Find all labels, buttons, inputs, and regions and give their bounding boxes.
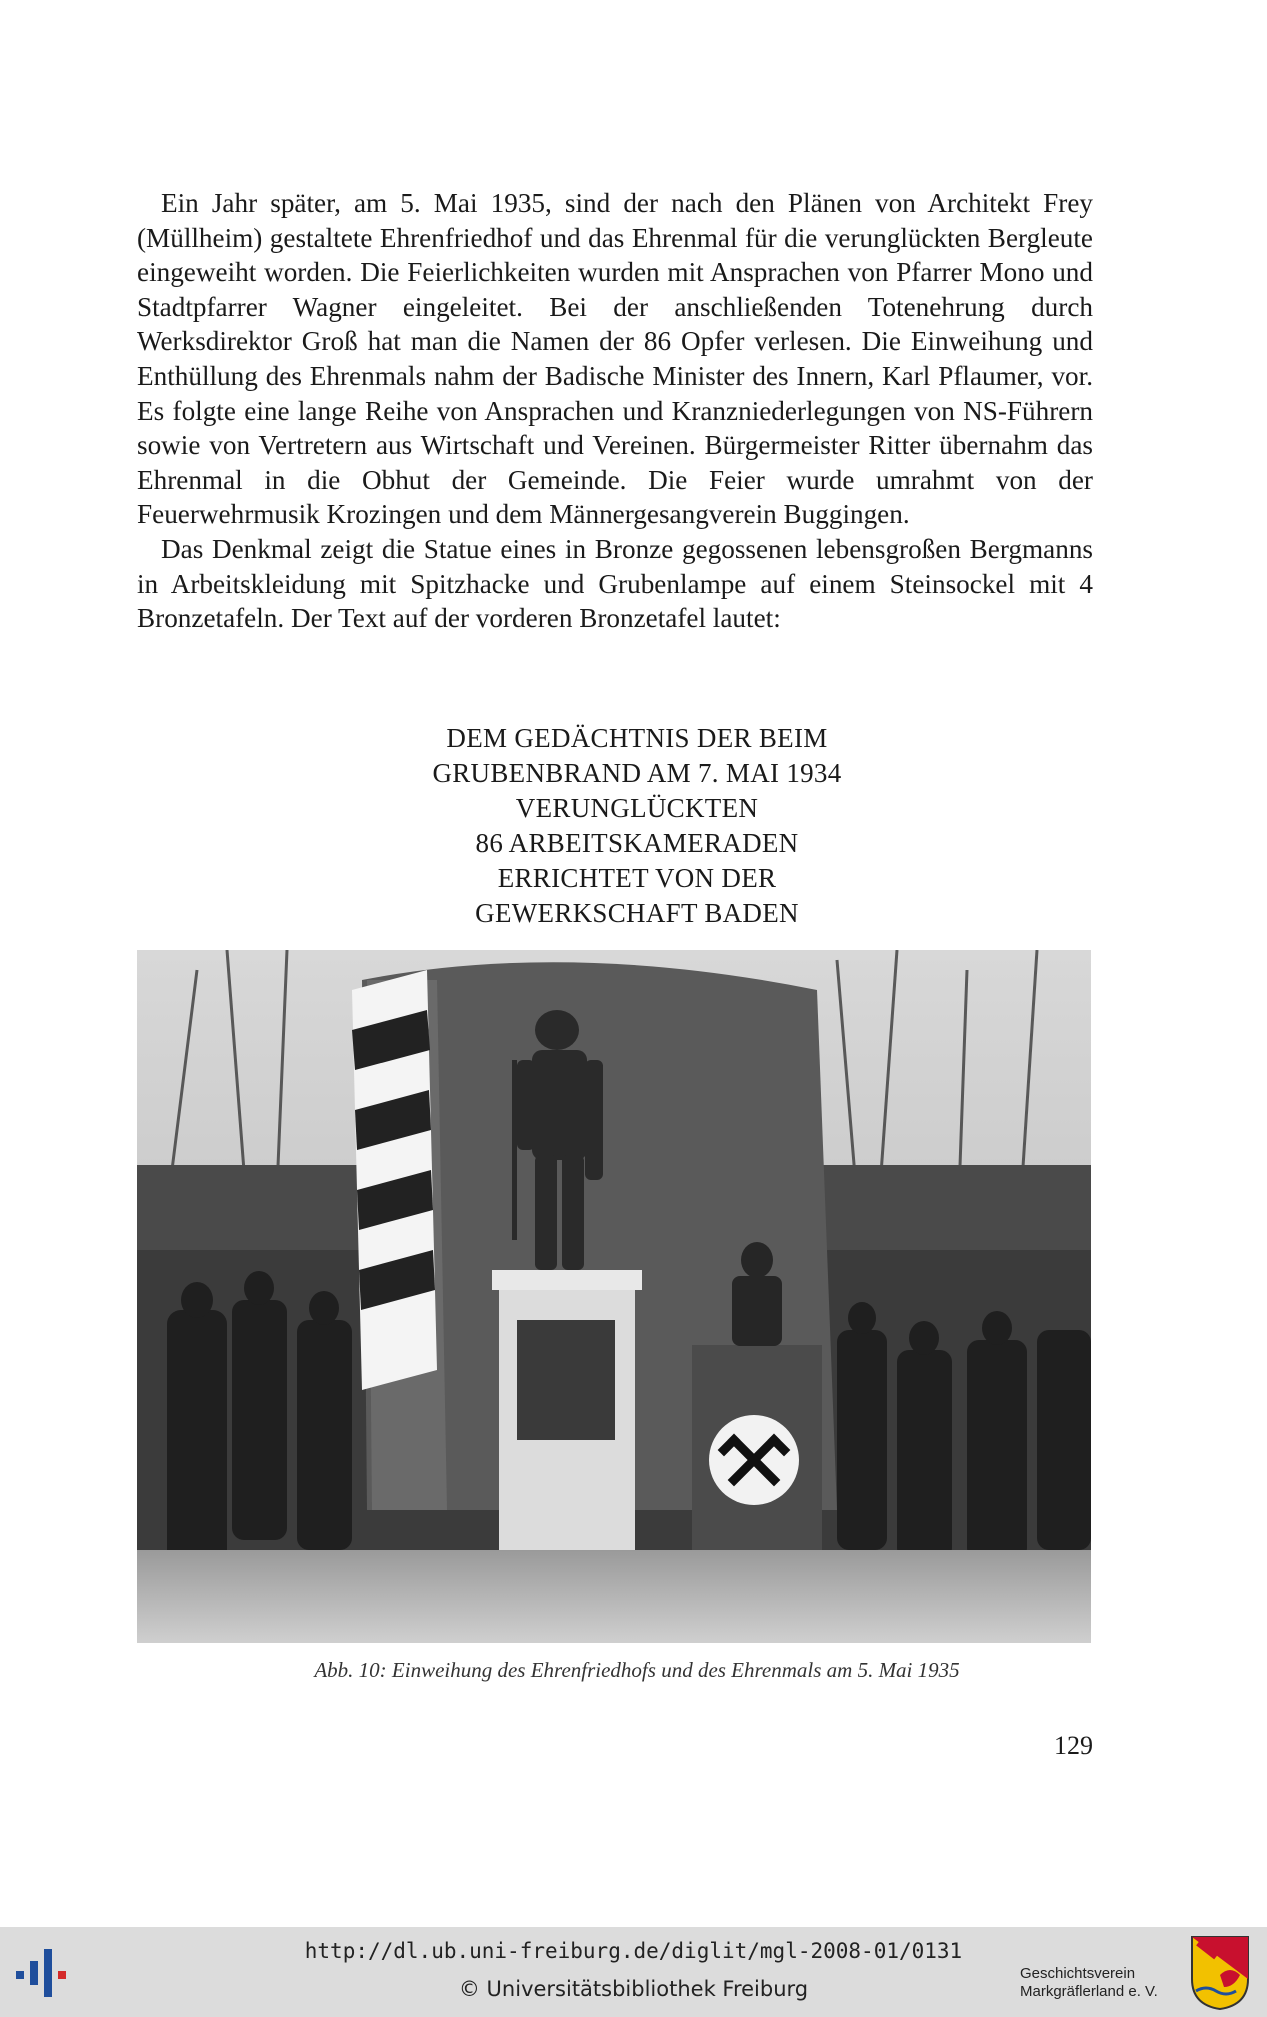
- inscription-line: GEWERKSCHAFT BADEN: [475, 898, 799, 928]
- society-crest-icon: [1190, 1935, 1250, 2011]
- society-name: [1020, 1965, 1158, 2001]
- inscription-line: 86 ARBEITSKAMERADEN: [475, 828, 799, 858]
- inscription-line: DEM GEDÄCHTNIS DER BEIM: [446, 723, 828, 753]
- memorial-photo-drawing: [137, 950, 1091, 1643]
- society-line-2: Markgräflerland e. V.: [1020, 1983, 1158, 2000]
- inscription-line: GRUBENBRAND AM 7. MAI 1934: [432, 758, 842, 788]
- inscription-line: VERUNGLÜCKTEN: [515, 793, 759, 823]
- inscription-text: [137, 721, 1137, 931]
- society-line-1: Geschichtsverein: [1020, 1965, 1136, 1982]
- memorial-photo: [137, 950, 1091, 1643]
- paragraph-1: Ein Jahr später, am 5. Mai 1935, sind der nach den Plänen von Architekt Frey (Müllheim) gestaltete Ehrenfriedhof und das Ehrenmal für die verunglückten Bergleute eingeweiht worden. Die Feierlichkeiten wurden mit Ansprachen von Pfarrer Mono und Stadtpfarrer Wagner eingeleitet. Bei der anschließenden Totenehrung durch Werksdirektor Groß hat man die Namen der 86 Opfer verlesen. Die Einweihung und Enthüllung des Ehrenmals nahm der Badische Minister des Innern, Karl Pflaumer, vor. Es folgte eine lange Reihe von Ansprachen und Kranzniederlegungen von NS-Führern sowie von Vertretern aus Wirtschaft und Vereinen. Bürgermeister Ritter übernahm das Ehrenmal in die Obhut der Gemeinde. Die Feier wurde umrahmt von der Feuerwehrmusik Krozingen und dem Männergesangverein Buggingen.: [137, 188, 1093, 530]
- footer-url: http://dl.ub.uni-freiburg.de/diglit/mgl-2008-01/0131: [304, 1939, 963, 1963]
- paragraph-2: Das Denkmal zeigt die Statue eines in Bronze gegossenen lebensgroßen Bergmanns in Arbeitskleidung mit Spitzhacke und Grubenlampe auf einem Steinsockel mit 4 Bronzetafeln. Der Text auf der vorderen Bronzetafel lautet:: [137, 533, 1093, 634]
- footer-bar: [0, 1927, 1267, 2017]
- footer-copyright: © Universitätsbibliothek Freiburg: [458, 1977, 809, 2001]
- body-text: [137, 186, 1093, 636]
- figure-caption: Abb. 10: Einweihung des Ehrenfriedhofs und des Ehrenmals am 5. Mai 1935: [314, 1658, 960, 1682]
- inscription-line: ERRICHTET VON DER: [497, 863, 777, 893]
- page-number: 129: [1054, 1731, 1093, 1760]
